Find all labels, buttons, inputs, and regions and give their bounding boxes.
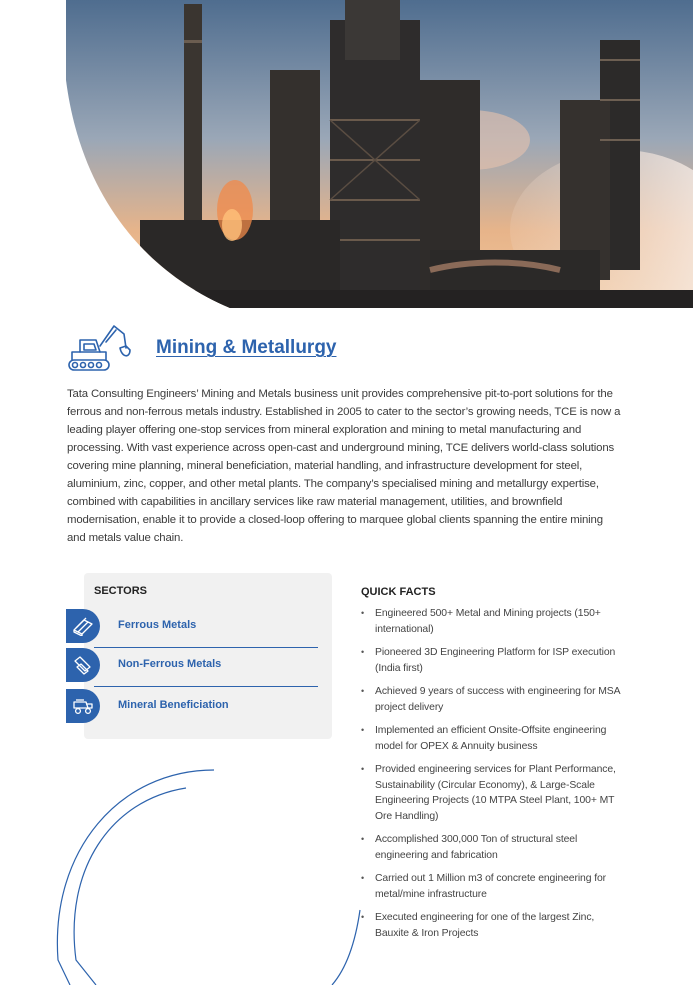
sector-item-ferrous-metals[interactable]	[66, 609, 318, 643]
excavator-icon	[66, 320, 132, 374]
mining-truck-icon	[66, 689, 100, 723]
list-item: • Achieved 9 years of success with engineering for MSA project delivery	[361, 684, 621, 715]
quick-facts-list	[361, 606, 621, 949]
sector-label: Non-Ferrous Metals	[118, 658, 222, 670]
sector-label: Mineral Beneficiation	[118, 699, 229, 711]
list-item: • Executed engineering for one of the largest Zinc, Bauxite & Iron Projects	[361, 910, 621, 941]
decorative-arcs	[0, 760, 380, 985]
quick-facts-heading: QUICK FACTS	[361, 586, 436, 598]
sector-label: Ferrous Metals	[118, 619, 197, 631]
sector-item-non-ferrous-metals[interactable]	[66, 648, 318, 682]
list-item: • Engineered 500+ Metal and Mining projects (150+ international)	[361, 606, 621, 637]
intro-paragraph: Tata Consulting Engineers’ Mining and Metals business unit provides comprehensive pit-to-port solutions for the ferrous and non-ferrous metals industry. Established in 2005 to cater to the sector’s growing needs, TCE is now a leading player offering one-stop services from mineral exploration and mining to metal manufacturing and processing. With vast experience across open-cast and underground mining, TCE delivers world-class solutions covering mine planning, mineral beneficiation, material handling, and infrastructure development for steel, aluminium, zinc, copper, and other metal plants. The company’s specialised mining and metallurgy expertise, combined with capabilities in ancillary services like raw material management, utilities, and brownfield modernisation, enable it to provide a closed-loop offering to marquee global clients spanning the entire mining and metals value chain.	[67, 388, 621, 544]
page-title: Mining & Metallurgy	[156, 337, 337, 358]
divider	[94, 686, 318, 687]
list-item: • Pioneered 3D Engineering Platform for ISP execution (India first)	[361, 645, 621, 676]
list-item: • Accomplished 300,000 Ton of structural steel engineering and fabrication	[361, 832, 621, 863]
hero-image	[0, 0, 693, 308]
steel-beams-icon	[66, 609, 100, 643]
list-item: • Carried out 1 Million m3 of concrete engineering for metal/mine infrastructure	[361, 871, 621, 902]
list-item: • Provided engineering services for Plant Performance, Sustainability (Circular Economy), & Large-Scale Engineering Projects (10 MTPA Steel Plant, 100+ MT Ore Handling)	[361, 762, 621, 824]
sector-item-mineral-beneficiation[interactable]	[66, 689, 318, 723]
metal-bars-icon	[66, 648, 100, 682]
sectors-heading: SECTORS	[94, 585, 147, 597]
list-item: • Implemented an efficient Onsite-Offsite engineering model for OPEX & Annuity business	[361, 723, 621, 754]
